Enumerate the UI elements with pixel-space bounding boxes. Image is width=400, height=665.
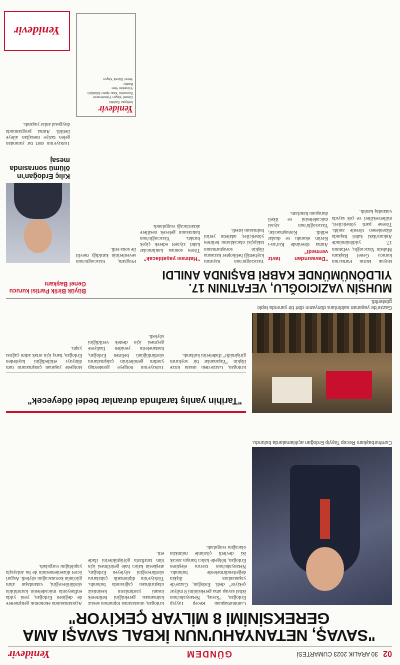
imprint-logo: Yenidevir [98, 104, 133, 114]
article-column: Erdoğan, uluslararası toplumun sessiz kalmaması gerektiğini belirterek insani yardımların kesintisiz ulaştırılması çağrısında bulundu. Türkiye'nin diplomatik çabalarını sürdüreceğini söyleyen Erdoğan, ateşkesin kalıcı hale getirilmesi için tüm taraflarla görüştüklerini ifade etti. [88, 550, 164, 605]
article-column: Büyük Birlik Partisi'nin kurucu Genel Başkanı Muhsin Yazıcıoğlu, vefatının 17. yıldönümünde Ankara'daki kabri başında düzenlenen törenle anıldı. Törene parti yöneticileri, milletvekilleri ve çok sayıda vatandaş katıldı. [332, 208, 392, 263]
imprint-box [76, 13, 136, 117]
section-label: GÜNDEM [186, 649, 232, 659]
portrait-photo [6, 183, 70, 263]
protest-photo [252, 313, 392, 413]
masthead-logo: Yenidevir [8, 648, 51, 660]
main-headline: "SAVAŞ, NETANYAHU'NUN İKBAL SAVAŞI AMA GEREKSİNİMİ 8 MİLYAR ÇEKİYOR" [22, 609, 376, 643]
article-column: Açıklamasında ekonomik gelişmelere de değinen Erdoğan, yeni yılda enflasyonla mücadelenin kararlılıkla sürdürüleceğini, vatandaşın alım gücünün korunacağını söyledi. Asgari ücret düzenlemesinin de bu anlayışla yapıldığını vurguladı. [6, 562, 82, 605]
side-story-body: Türkiye'nin dört bir yanından gelen taziye mesajları aileye iletildi. Anma programında duygusal anlar yaşandı. [6, 121, 70, 145]
article-column: Program, Yazıcıoğlu'nun sevenlerinin katıldığı mevlit ile sona erdi. [76, 245, 136, 263]
subheading: "Hatırası yaşatılacak" [143, 255, 200, 261]
article-column: "Davasından taviz vermedi" Anma töreninde Kur'an-ı Kerim okundu ve dualar edildi. Konuşmacılar, Yazıcıoğlu'nun siyasi mücadelesini ve ilkeli duruşunu hatırlattı. [268, 209, 328, 261]
subheading: "Davasından taviz vermedi" [268, 248, 328, 261]
article-column: Erdoğan, Gazze'deki insani krize ilişkin "Yaşananlar bir soykırım girişimidir" ifadelerini kullandı. [170, 351, 246, 369]
article-column: Yazıcıoğlu'nun hayatını kaybettiği helikopter kazasına ilişkin soruşturmanın takipçisi olacaklarını belirten yöneticiler, adaletin yerini bulmasını istedi. [204, 226, 264, 263]
second-headline: MUHSİN VAZICIOĞLU, VEFATININ 17. YILDÖNÜMÜNDE KABRİ BAŞINDA ANILDI [162, 268, 392, 293]
footer-logo: Yenidevir [14, 24, 60, 38]
article-column: Cumhurbaşkanı Recep Tayyip Erdoğan, "Savaş, Netanyahu'nun ikbal savaşı ama gereksinimi 8 milyar çekiyor" dedi. Erdoğan, Gazze'de yaşananlara ilişkin değerlendirmelerde bulundu. Netanyahu'nun tavrını eleştiren Erdoğan, bölgede kalıcı barışın ancak iki devletli çözümle mümkün olacağını vurguladı. [170, 544, 246, 605]
photo-caption: Cumhurbaşkanı Recep Tayyip Erdoğan açıklamalarda bulundu. [252, 439, 392, 445]
footer-logo-box [4, 11, 70, 51]
article-column: "Hatırası yaşatılacak" Tören sonrası katılımcılar kabri ziyaret ederek çiçek bıraktı. Yazıcıoğlu'nun hatırasının gelecek nesillere aktarılacağı vurgulandı. [140, 222, 200, 261]
running-header [8, 646, 392, 659]
imprint-text: İmtiyaz Sahibi Genel Yayın Yönetmeni Sorumlu Yazı İşleri Müdürü Yönetim Yeri Baskı Yerel Süreli Yayın [87, 77, 133, 104]
photo-caption: Gazze'de yaşanan saldırılara dünyanın dört bir yanında tepki gösterildi. [257, 298, 392, 310]
issue-date: 30 ARALIK 2023 CUMARTESİ [296, 650, 378, 656]
erdogan-photo [252, 447, 392, 605]
pull-quote: "Tarihin yanlış tarafında duranlar bedel ödeyecek" [27, 396, 242, 406]
pull-quote-box [6, 372, 246, 413]
headline-kicker: Büyük Birlik Partisi kurucu Genel Başkanı [9, 280, 86, 293]
article-column: Bölgede yaşanan çatışmaların tüm dünyayı etkilediğini kaydeden Erdoğan, barış için ortak adım çağrısı yaptı. [6, 345, 82, 369]
section-divider [6, 298, 392, 299]
side-story-headline: Kılıç Erdoğan'ın ölümü sonrasında mesaj [9, 156, 70, 179]
article-column: Türkiye'nin bölgeye gönderdiği yardım gemilerinin çalışmalarını sürdürdüğünü belirten Erdoğan, hastanelerin yeniden faaliyete geçmesi için destek verildiğini söyledi. [88, 332, 164, 369]
page-number: 02 [383, 649, 392, 658]
